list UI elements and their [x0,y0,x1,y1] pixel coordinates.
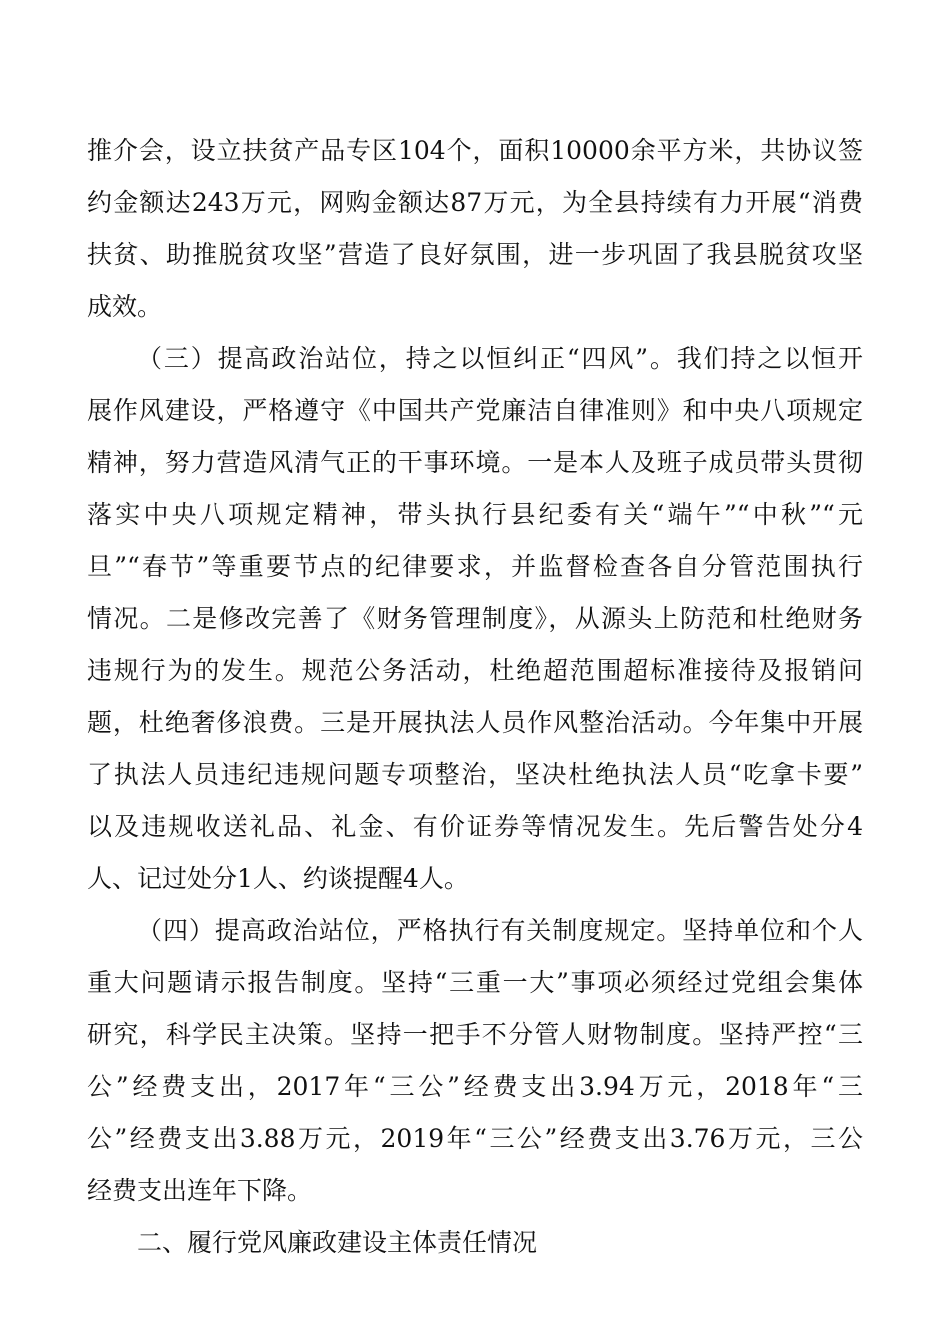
text-line: 研究，科学民主决策。坚持一把手不分管人财物制度。坚持严控“三 [87,1020,863,1049]
text-line: 精神，努力营造风清气正的干事环境。一是本人及班子成员带头贯彻 [87,448,863,477]
text-line: 了执法人员违纪违规问题专项整治，坚决杜绝执法人员“吃拿卡要” [87,760,863,789]
text-line: 落实中央八项规定精神，带头执行县纪委有关“端午”“中秋”“元 [87,500,863,529]
text-line: 约金额达243万元，网购金额达87万元，为全县持续有力开展“消费 [87,188,863,217]
paragraph-heading-line: （四）提高政治站位，严格执行有关制度规定。坚持单位和个人 [137,916,863,945]
paragraph-heading-line: （三）提高政治站位，持之以恒纠正“四风”。我们持之以恒开 [137,344,863,373]
text-line: 重大问题请示报告制度。坚持“三重一大”事项必须经过党组会集体 [87,968,863,997]
text-line: 违规行为的发生。规范公务活动，杜绝超范围超标准接待及报销问 [87,656,863,685]
text-line: 以及违规收送礼品、礼金、有价证券等情况发生。先后警告处分4 [87,812,863,841]
text-line: 题，杜绝奢侈浪费。三是开展执法人员作风整治活动。今年集中开展 [87,708,863,737]
text-line: 旦”“春节”等重要节点的纪律要求，并监督检查各自分管范围执行 [87,552,863,581]
text-line: 公”经费支出，2017年“三公”经费支出3.94万元，2018年“三 [87,1072,863,1101]
text-line: 成效。 [87,292,163,321]
text-line: 展作风建设，严格遵守《中国共产党廉洁自律准则》和中央八项规定 [87,396,863,425]
text-line: 情况。二是修改完善了《财务管理制度》，从源头上防范和杜绝财务 [87,604,863,633]
text-line: 推介会，设立扶贫产品专区104个，面积10000余平方米，共协议签 [87,136,863,165]
text-line: 经费支出连年下降。 [87,1176,313,1205]
text-line: 扶贫、助推脱贫攻坚”营造了良好氛围，进一步巩固了我县脱贫攻坚 [87,240,863,269]
section-heading: 二、履行党风廉政建设主体责任情况 [137,1228,538,1257]
text-line: 人、记过处分1人、约谈提醒4人。 [87,864,469,893]
text-line: 公”经费支出3.88万元，2019年“三公”经费支出3.76万元，三公 [87,1124,863,1153]
